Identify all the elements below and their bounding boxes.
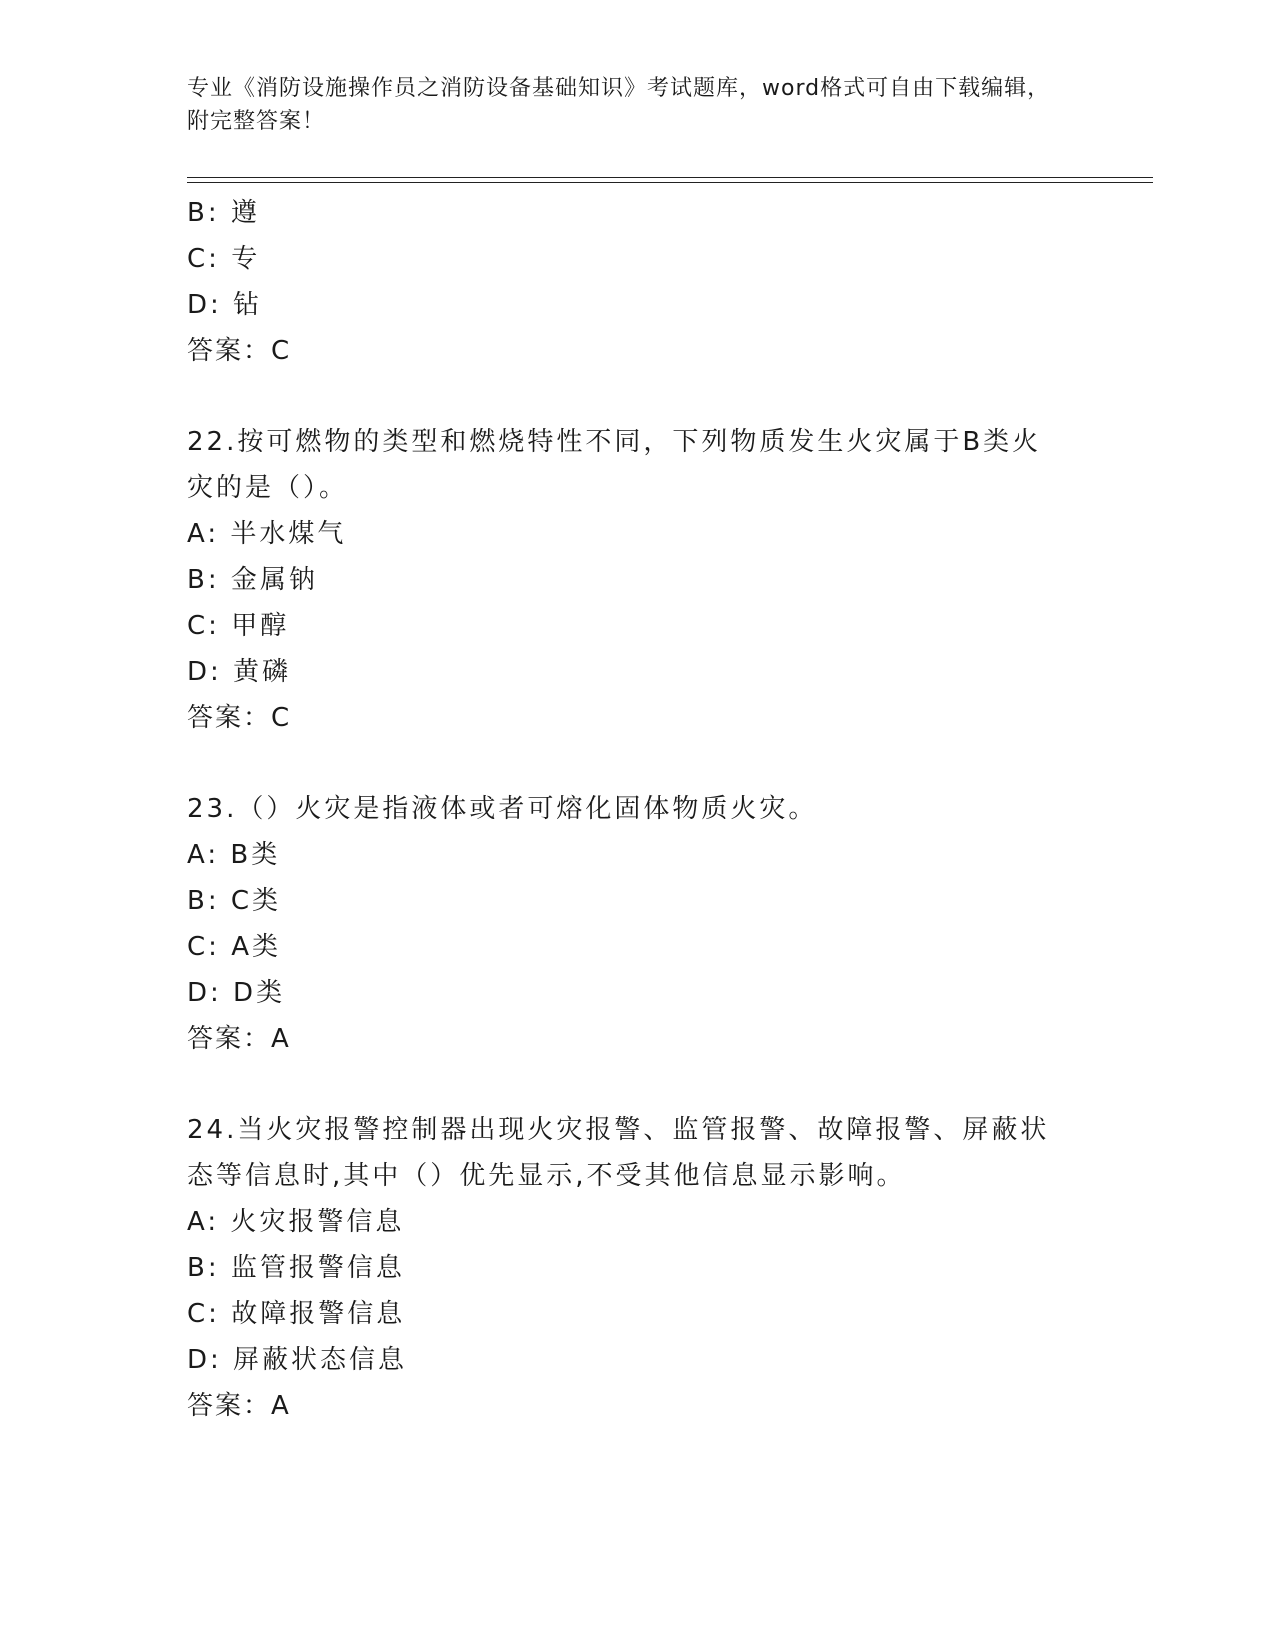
option-a — [187, 511, 1087, 557]
option-text: C类 — [230, 886, 282, 916]
option-d — [187, 649, 1087, 695]
option-d — [187, 282, 1087, 328]
option-label: D: — [187, 978, 222, 1008]
option-text: 故障报警信息 — [231, 1299, 406, 1329]
answer-line: 答案：A — [187, 1024, 291, 1054]
answer-line: 答案：A — [187, 1391, 291, 1421]
option-b — [187, 557, 1087, 603]
option-c — [187, 236, 1087, 282]
option-text: 屏蔽状态信息 — [233, 1345, 408, 1375]
header-divider-top — [187, 177, 1153, 178]
option-text: 专 — [231, 244, 261, 274]
option-text: 甲醇 — [231, 611, 290, 641]
option-text: 半水煤气 — [230, 519, 347, 549]
option-text: 钻 — [233, 290, 263, 320]
option-d — [187, 1337, 1087, 1383]
option-label: A: — [187, 519, 220, 549]
question-22 — [187, 419, 1087, 741]
option-b — [187, 878, 1087, 924]
option-label: C: — [187, 1299, 220, 1329]
option-c — [187, 1291, 1087, 1337]
option-label: D: — [187, 1345, 222, 1375]
page-header: 专业《消防设施操作员之消防设备基础知识》考试题库，word格式可自由下载编辑，附完整答案！ — [187, 76, 1051, 134]
option-text: A类 — [231, 932, 281, 962]
question-stem: 23.（）火灾是指液体或者可熔化固体物质火灾。 — [187, 794, 818, 824]
option-label: A: — [187, 1207, 220, 1237]
option-a — [187, 832, 1087, 878]
question-24 — [187, 1107, 1087, 1429]
option-text: 黄磷 — [233, 657, 292, 687]
option-a — [187, 1199, 1087, 1245]
option-text: D类 — [233, 978, 286, 1008]
option-d — [187, 970, 1087, 1016]
question-23 — [187, 786, 1087, 1062]
option-text: 监管报警信息 — [230, 1253, 405, 1283]
option-label: B: — [187, 1253, 220, 1283]
question-list — [187, 190, 1087, 1429]
option-label: C: — [187, 932, 220, 962]
option-label: D: — [187, 657, 222, 687]
option-text: 遵 — [230, 198, 260, 228]
answer-line: 答案：C — [187, 703, 292, 733]
partial-question — [187, 190, 1087, 374]
answer-line: 答案：C — [187, 336, 292, 366]
option-label: C: — [187, 244, 220, 274]
option-label: B: — [187, 198, 220, 228]
header-divider-bottom — [187, 182, 1153, 183]
option-text: 金属钠 — [230, 565, 318, 595]
question-stem: 22.按可燃物的类型和燃烧特性不同，下列物质发生火灾属于B类火灾的是（）。 — [187, 427, 1042, 503]
option-label: A: — [187, 840, 220, 870]
option-label: D: — [187, 290, 222, 320]
option-text: 火灾报警信息 — [230, 1207, 405, 1237]
option-label: B: — [187, 886, 220, 916]
option-c — [187, 603, 1087, 649]
option-c — [187, 924, 1087, 970]
option-label: C: — [187, 611, 220, 641]
option-text: B类 — [230, 840, 281, 870]
option-label: B: — [187, 565, 220, 595]
question-stem: 24.当火灾报警控制器出现火灾报警、监管报警、故障报警、屏蔽状态等信息时,其中（）优先显示,不受其他信息显示影响。 — [187, 1115, 1050, 1191]
option-b — [187, 190, 1087, 236]
option-b — [187, 1245, 1087, 1291]
